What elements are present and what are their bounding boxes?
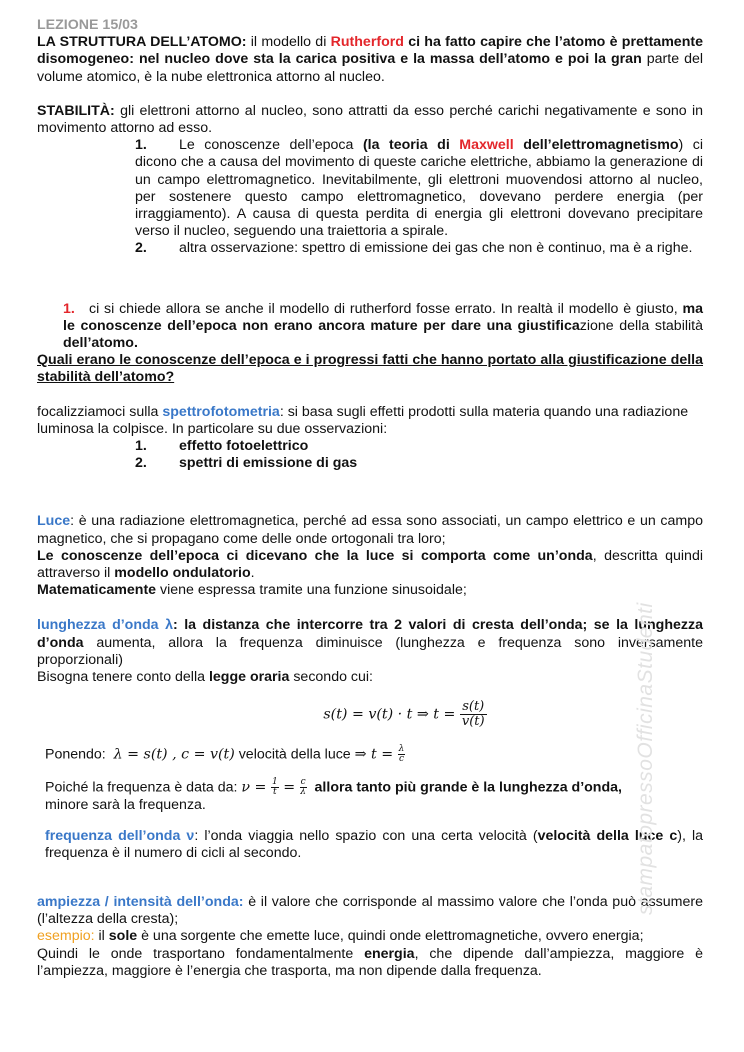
term-spectro: spettrofotometria (162, 403, 280, 420)
text-span: è una sorgente che emette luce, quindi onde elettromagnetiche, ovvero energia; (137, 928, 644, 945)
watermark: stampatopressoOfficinaStudenti (634, 602, 657, 915)
list-item (135, 137, 703, 240)
text-span: . (250, 565, 255, 582)
text-span: parte del volume atomico, è la nube elettronica attorno al nucleo. (37, 51, 704, 85)
list-number: 1. (63, 300, 75, 317)
equation-text: ⇒ t = (354, 746, 398, 763)
paragraph-structure (37, 34, 703, 86)
name-rutherford: Rutherford (330, 34, 404, 51)
text-span: ci si chiede allora se anche il modello di rutherford fosse errato. In realtà il modello è giusto, (89, 300, 683, 317)
text-span: : si basa sugli effetti prodotti sulla materia quando una radiazione (279, 403, 689, 420)
observation-list (135, 438, 703, 472)
section-heading: Quali erano le conoscenze dell’epoca e i progressi fatti che hanno portato alla giustificazione della stabilità dell’atomo? (37, 352, 703, 386)
page-content (37, 17, 703, 980)
paragraph-question (63, 301, 703, 353)
equation-text: ν = (241, 779, 271, 796)
text-span: spettri di emissione di gas (179, 455, 358, 472)
text-span: gli elettroni attorno al nucleo, sono attratti da esso perché carichi negativamente e sono in movimento attorno ad esso. (37, 102, 703, 137)
text-span: ), la frequenza è il numero di cicli al secondo. (45, 827, 703, 861)
term-wavelength: lunghezza d’onda λ (37, 617, 173, 634)
list-item (135, 438, 703, 455)
term-amplitude: ampiezza / intensità dell’onda: (37, 893, 244, 910)
text-span: velocità della luce c (537, 827, 678, 844)
list-item (135, 240, 703, 257)
text-span: allora tanto più grande è la lunghezza d’onda, (314, 779, 622, 796)
text-span: sole (108, 928, 138, 945)
fraction-numerator: s(t) (460, 700, 487, 715)
text-span: modello ondulatorio (114, 565, 251, 582)
fraction-numerator: λ (398, 744, 405, 755)
label-example: esempio: (37, 928, 95, 945)
paragraph-ponendo (45, 745, 703, 764)
text-span: Le conoscenze dell’epoca ci dicevano che la luce (37, 547, 402, 564)
list-number: 1. (135, 137, 147, 154)
text-span: Le conoscenze dell’epoca (179, 137, 363, 154)
text-span: : l’onda viaggia nello spazio con una certa velocità ( (194, 827, 538, 844)
paragraph-spectro-2: luminosa la colpisce. In particolare su due osservazioni: (37, 420, 388, 437)
equation-fraction (398, 745, 406, 764)
paragraph-frequency (45, 828, 703, 862)
text-span: dell’elettromagnetismo (513, 137, 679, 154)
paragraph-amplitude (37, 894, 703, 928)
text-span: zione della stabilità (579, 317, 703, 334)
list-item (135, 455, 703, 472)
text-span: ma le conoscenze dell’epoca non erano ancora mature per dare una giustifica (63, 300, 703, 334)
text-span: : è una radiazione elettromagnetica, perché ad essa sono associati, un campo elettrico e un campo magnetico, che si propagano come delle onde ortogonali tra loro; (37, 513, 703, 547)
label-structure: LA STRUTTURA DELL’ATOMO: (37, 34, 247, 51)
equation-fraction (460, 700, 487, 729)
text-span: dell’atomo. (63, 335, 138, 352)
fraction-denominator: c (398, 754, 405, 765)
paragraph-light-2 (37, 548, 703, 582)
text-span: Bisogna tenere conto della (37, 669, 209, 686)
text-span: Ponendo: (45, 746, 106, 763)
text-span: energia (364, 945, 415, 962)
paragraph-wavelength (37, 617, 703, 669)
paragraph-stability (37, 103, 703, 137)
text-span: è il valore che corrisponde al massimo valore che l’onda può assumere (l’altezza della cresta); (37, 893, 703, 928)
fraction-numerator: 1 (271, 777, 278, 788)
name-maxwell: Maxwell (459, 137, 514, 154)
stability-list (135, 137, 703, 257)
text-span: (la teoria di (362, 137, 460, 154)
text-span: focalizziamoci sulla (37, 403, 163, 420)
text-span: ) ci dicono che a causa del movimento di queste cariche elettriche, abbiamo la generazione di un campo elettromagnetico. Inevitabilmente, gli elettroni muovendosi attorno al nucleo, per sostenere questo campo elettromagnetico, dovevano perdere energia (per irraggiamento). A causa di questa perdita di energia gli elettroni dovevano precipitare verso il nucleo, seguendo una traiettoria a spirale. (135, 137, 704, 240)
list-number: 1. (135, 438, 147, 455)
term-frequency: frequenza dell’onda ν (45, 827, 195, 844)
list-number: 2. (135, 455, 147, 472)
fraction-denominator: v(t) (461, 714, 485, 730)
paragraph-light-3 (37, 582, 703, 599)
fraction-numerator: c (300, 777, 306, 788)
text-span: legge oraria (208, 669, 290, 686)
equation-text: = (278, 779, 300, 796)
label-stability: STABILITÀ: (37, 102, 115, 119)
question-block (63, 301, 703, 353)
text-span: Matematicamente (37, 582, 157, 599)
equation-fraction (300, 778, 307, 797)
text-span: Poiché la frequenza è data da: (45, 779, 242, 796)
paragraph-frequency-relation (45, 778, 703, 797)
text-span: velocità della luce (234, 746, 355, 763)
paragraph-spectro (37, 404, 703, 421)
list-number: 2. (135, 240, 147, 257)
fraction-denominator: t (273, 787, 277, 798)
fraction-denominator: λ (300, 787, 306, 798)
equation-law (107, 700, 703, 729)
paragraph-light (37, 513, 703, 547)
text-span: il (94, 928, 109, 945)
equation-text: s(t) = v(t) · t ⇒ t = (323, 706, 460, 723)
text-span: : la distanza che intercorre tra 2 valori di cresta dell’onda; se la lunghezza d’onda (37, 617, 703, 651)
text-span: aumenta, allora la frequenza diminuisce (lunghezza e frequenza sono inversamente proporzionali) (37, 634, 703, 668)
text-span: secondo cui: (289, 669, 373, 686)
paragraph-final (37, 946, 703, 980)
text-span: Quindi le onde trasportano fondamentalmente (37, 945, 365, 962)
text-span: il modello di (246, 34, 331, 51)
text-span: , che dipende dall’ampiezza, maggiore è l’ampiezza, maggiore è l’energia che trasporta, ma non dipende dalla frequenza. (37, 945, 703, 979)
equation-text: λ = s(t) , c = v(t) (113, 746, 235, 763)
text-span: , descritta quindi attraverso il (37, 547, 703, 582)
term-light: Luce (37, 513, 71, 530)
paragraph-wavelength-2 (37, 669, 703, 686)
paragraph-frequency-relation-2: minore sarà la frequenza. (45, 797, 206, 814)
text-span: altra osservazione: spettro di emissione dei gas che non è continuo, ma è a righe. (179, 240, 693, 257)
text-span: effetto fotoelettrico (179, 438, 309, 455)
text-span: viene espressa tramite una funzione sinusoidale; (156, 582, 467, 599)
text-span: si comporta come un’onda (401, 547, 593, 564)
text-span: ci ha fatto capire che l’atomo è prettamente disomogeneo: nel nucleo dove sta la carica positiva e la massa dell’atomo e poi la gran (37, 34, 703, 68)
equation-fraction (271, 778, 279, 797)
paragraph-example (37, 928, 703, 945)
page-header: LEZIONE 15/03 (37, 17, 138, 33)
